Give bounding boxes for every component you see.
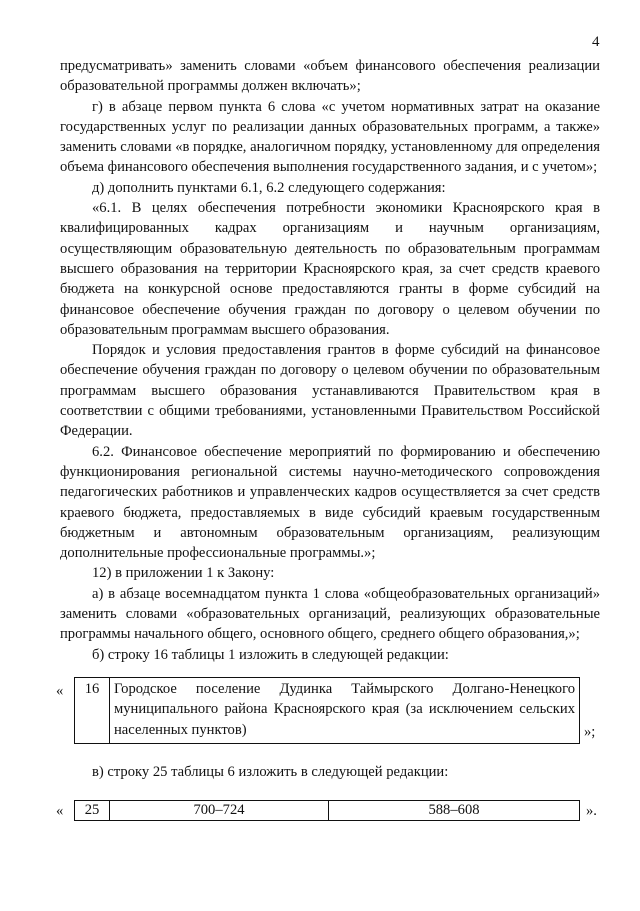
page-number: 4 <box>592 34 600 50</box>
open-quote: « <box>56 682 64 699</box>
table-25 <box>74 800 580 821</box>
value-cell-1: 700–724 <box>110 801 329 821</box>
table-row <box>75 677 580 743</box>
paragraph: в) строку 25 таблицы 6 изложить в следующей редакции: <box>92 763 449 780</box>
table-16 <box>74 677 580 744</box>
document-body <box>56 56 600 821</box>
paragraph: 6.2. Финансовое обеспечение мероприятий по формированию и обеспечению функционирования региональной системы научно-методического сопровождения педагогических работников и управленческих кадров осуществляется за счет средств краевого бюджета, предоставляемых в виде субсидий краевым государственным бюджетным и автономным образовательным организациям, реализующим дополнительные профессиональные программы.»; <box>60 443 600 562</box>
paragraph: 12) в приложении 1 к Закону: <box>92 565 275 582</box>
paragraph: Порядок и условия предоставления грантов в форме субсидий на финансовое обеспечение обучения граждан по договору о целевом обучении по образовательным программам высшего образования устанавливаются Правительством края в соответствии с общими требованиями, установленными Правительством Российской Федерации. <box>60 342 600 440</box>
paragraph: д) дополнить пунктами 6.1, 6.2 следующего содержания: <box>92 179 446 196</box>
close-quote: »; <box>584 723 596 740</box>
value-cell-2: 588–608 <box>329 801 580 821</box>
table-row <box>75 801 580 821</box>
paragraph: г) в абзаце первом пункта 6 слова «с учетом нормативных затрат на оказание государственных услуг по реализации данных образовательных программ, а также» заменить словами «в порядке, аналогичном порядку, установленному для определения объема финансового обеспечения выполнения государственного задания, и с учетом»; <box>60 98 600 176</box>
paragraph: предусматривать» заменить словами «объем финансового обеспечения реализации образовательной программы должен включать»; <box>60 58 600 95</box>
close-quote: ». <box>586 803 597 820</box>
row-text-cell: Городское поселение Дудинка Таймырского Долгано-Ненецкого муниципального района Красноярского края (за исключением сельских населенных пунктов) <box>110 677 580 743</box>
table-16-block <box>56 677 600 744</box>
paragraph: б) строку 16 таблицы 1 изложить в следующей редакции: <box>92 646 449 663</box>
row-number-cell: 16 <box>75 677 110 743</box>
row-number-cell: 25 <box>75 801 110 821</box>
paragraph: а) в абзаце восемнадцатом пункта 1 слова «общеобразовательных организаций» заменить словами «образовательных организаций, реализующих образовательные программы начального общего, основного общего, среднего общего образования,»; <box>60 585 600 643</box>
table-25-block <box>56 800 600 821</box>
open-quote: « <box>56 803 64 820</box>
paragraph: «6.1. В целях обеспечения потребности экономики Красноярского края в квалифицированных кадрах организациям и научным организациям, осуществляющим образовательную деятельность по образовательным программам высшего образования на территории Красноярского края, за счет средств краевого бюджета на конкурсной основе предоставляются гранты в форме субсидий на финансовое обеспечение обучения граждан по договору о целевом обучении по образовательным программам высшего образования. <box>60 200 600 338</box>
